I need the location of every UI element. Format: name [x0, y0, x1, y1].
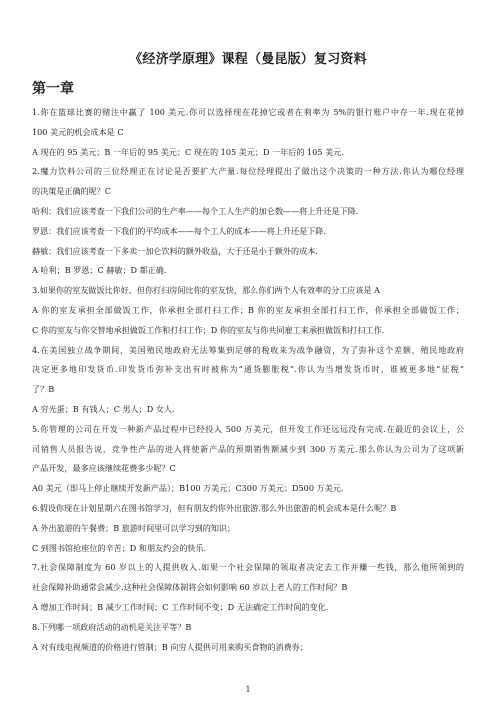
- text-line: 8.下列哪一项政府活动的动机是关注平等？B: [32, 621, 192, 632]
- text-line: 社会保障补助通常会减少.这种社会保障体制将会如何影响 60 岁以上老人的工作时间？B: [32, 582, 348, 593]
- text-line: 的决策是正确的呢？C: [32, 186, 112, 197]
- text-line: A 对有线电视频道的价格进行管制；B 向穷人提供可用来购买食物的消费券；: [32, 641, 308, 652]
- text-line: A 穷光蛋；B 有钱人；C 男人；D 女人.: [32, 403, 175, 414]
- text-line: 罗恩：我们应该考查一下我们的平均成本——每个工人的成本——将上升还是下降.: [32, 225, 326, 236]
- text-line: 6.假设你现在计划星期六在图书馆学习，但有朋友约你外出旅游.那么外出旅游的机会成本是什么呢？B: [32, 502, 397, 513]
- chapter-heading: 第一章: [32, 81, 74, 97]
- text-line: C 你的室友与你交替地承担做饭工作和打扫工作；D 你的室友与你共同雇工来承担做饭和打扫工作.: [32, 324, 385, 335]
- text-line: 2.魔力饮料公司的三位经理正在讨论是否要扩大产量.每位经理提出了做出这个决策的一种方法.你认为哪位经理: [32, 166, 464, 177]
- body-text: [32, 103, 464, 657]
- text-line: A 你的室友承担全部做饭工作，你承担全部打扫工作；B 你的室友承担全部打扫工作，你承担全部做饭工作；: [32, 304, 464, 315]
- text-line: 赫敏：我们应该考查一下多卖一加仑饮料的额外收益，大于还是小于额外的成本.: [32, 245, 318, 256]
- text-line: 5.你管理的公司在开发一种新产品过程中已经投入 500 万美元，但开发工作还远远没有完成.在最近的会议上，公: [32, 423, 464, 434]
- page-number: 1: [245, 685, 251, 694]
- text-line: 产品开发，最多应该继续花费多少呢？C: [32, 463, 176, 474]
- text-line: A 现在的 95 美元；B 一年后的 95 美元；C 现在的 105 美元；D 一年后的 105 美元.: [32, 146, 344, 157]
- text-line: 3.如果你的室友做饭比你好，但你打扫房间比你的室友快，那么你们两个人有效率的分工应该是 A: [32, 285, 380, 296]
- text-line: 了？B: [32, 384, 55, 395]
- text-line: A 哈利；B 罗恩；C 赫敏；D 都正确.: [32, 265, 167, 276]
- text-line: 司销售人员报告说，竞争性产品的进入将使新产品的预期销售额减少到 300 万美元.那么你认为公司为了这项新: [32, 443, 464, 454]
- text-line: A 增加工作时间；B 减少工作时间；C 工作时间不变；D 无法确定工作时间的变化.: [32, 601, 329, 612]
- text-line: 哈利：我们应该考查一下我们公司的生产率——每个工人生产的加仑数——将上升还是下降.: [32, 205, 359, 216]
- text-line: 决定更多地印发货币.印发货币弥补支出有时被称为“通货膨胀税”.你认为当增发货币时，谁被更多地“征税”: [32, 364, 464, 375]
- text-line: 7.社会保障制度为 60 岁以上的人提供收入.如果一个社会保障的领取者决定去工作并赚一些钱，那么他所领到的: [32, 562, 464, 573]
- text-line: 100 美元的机会成本是 C: [32, 126, 124, 137]
- text-line: A0 美元（即马上停止继续开发新产品）；B100 万美元；C300 万美元；D500 万美元.: [32, 483, 344, 494]
- text-line: A 外出旅游的午餐费；B 旅游时间里可以学习到的知识；: [32, 522, 236, 533]
- text-line: 1.你在篮球比赛的赌注中赢了 100 美元.你可以选择现在花掉它或者在利率为 5%的银行账户中存一年.现在花掉: [32, 107, 464, 117]
- text-line: 4.在美国独立战争期间，美国殖民地政府无法筹集到足够的税收来为战争融资，为了弥补这个差额，殖民地政府: [32, 344, 464, 355]
- document-title: 《经济学原理》课程（曼昆版）复习资料: [129, 52, 367, 67]
- text-line: C 到图书馆抢座位的辛苦；D 和朋友约会的快乐.: [32, 542, 207, 553]
